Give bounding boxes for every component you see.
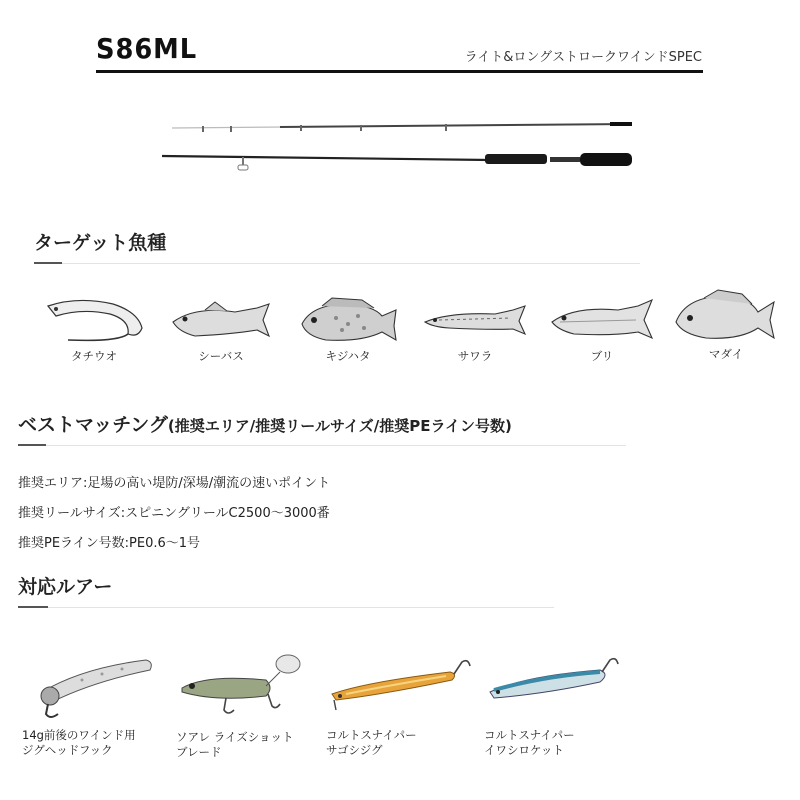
yellowtail-icon: [546, 294, 658, 346]
fish-item-madai: [670, 288, 782, 364]
best-matching-subtitle: (推奨エリア/推奨リールサイズ/推奨PEライン号数): [167, 417, 512, 435]
header-rule: [96, 70, 703, 73]
fishing-rod-icon: [160, 118, 640, 184]
matching-rule-accent: [18, 444, 46, 446]
seabass-icon: [165, 294, 277, 346]
lure-item-jighead: [22, 652, 172, 758]
model-name: S86ML: [96, 32, 198, 65]
lure-label: コルトスナイパー イワシロケット: [484, 728, 575, 757]
target-fish-heading: ターゲット魚種: [34, 232, 167, 254]
target-rule: [34, 263, 640, 264]
fish-label: シーバス: [198, 349, 244, 363]
blade-bait-icon: [176, 652, 316, 722]
fish-label: キジハタ: [325, 349, 371, 363]
fish-label: ブリ: [590, 349, 614, 363]
lure-rule-accent: [18, 606, 48, 608]
recommended-reel-size: 推奨リールサイズ:スピニングリールC2500〜3000番: [18, 506, 330, 521]
fish-item-sawara: [419, 294, 531, 370]
spanish-mackerel-icon: [419, 294, 531, 346]
fish-item-tachiuo: [38, 294, 150, 370]
recommended-pe-line: 推奨PEライン号数:PE0.6〜1号: [18, 536, 201, 551]
lure-item-sardine-jig: [484, 652, 634, 758]
lure-item-blade: [176, 652, 326, 760]
red-seabream-icon: [670, 288, 782, 344]
lure-rule: [18, 607, 554, 608]
best-matching-title: ベストマッチング: [18, 414, 168, 436]
fish-item-buri: [546, 294, 658, 370]
fish-item-seabass: [165, 294, 277, 370]
lure-label: 14g前後のワインド用 ジグヘッドフック: [22, 728, 136, 757]
matching-rule: [18, 445, 626, 446]
lure-label: ソアレ ライズショット ブレード: [176, 730, 294, 759]
fish-label: マダイ: [708, 347, 744, 361]
gold-jig-icon: [326, 652, 476, 722]
sardine-jig-icon: [484, 652, 634, 722]
grouper-icon: [292, 294, 404, 346]
recommended-area: 推奨エリア:足場の高い堤防/深場/潮流の速いポイント: [18, 476, 331, 491]
cutlassfish-icon: [38, 294, 150, 346]
fish-item-kijihata: [292, 294, 404, 370]
fish-label: サワラ: [457, 349, 493, 363]
lure-heading: 対応ルアー: [18, 576, 113, 598]
lure-item-gold-jig: [326, 652, 476, 758]
spec-subtitle: ライト&ロングストロークワインドSPEC: [464, 50, 702, 65]
lure-label: コルトスナイパー サゴシジグ: [326, 728, 417, 757]
fish-label: タチウオ: [71, 349, 117, 363]
jighead-worm-icon: [22, 652, 162, 722]
target-rule-accent: [34, 262, 62, 264]
best-matching-heading: [18, 410, 512, 437]
